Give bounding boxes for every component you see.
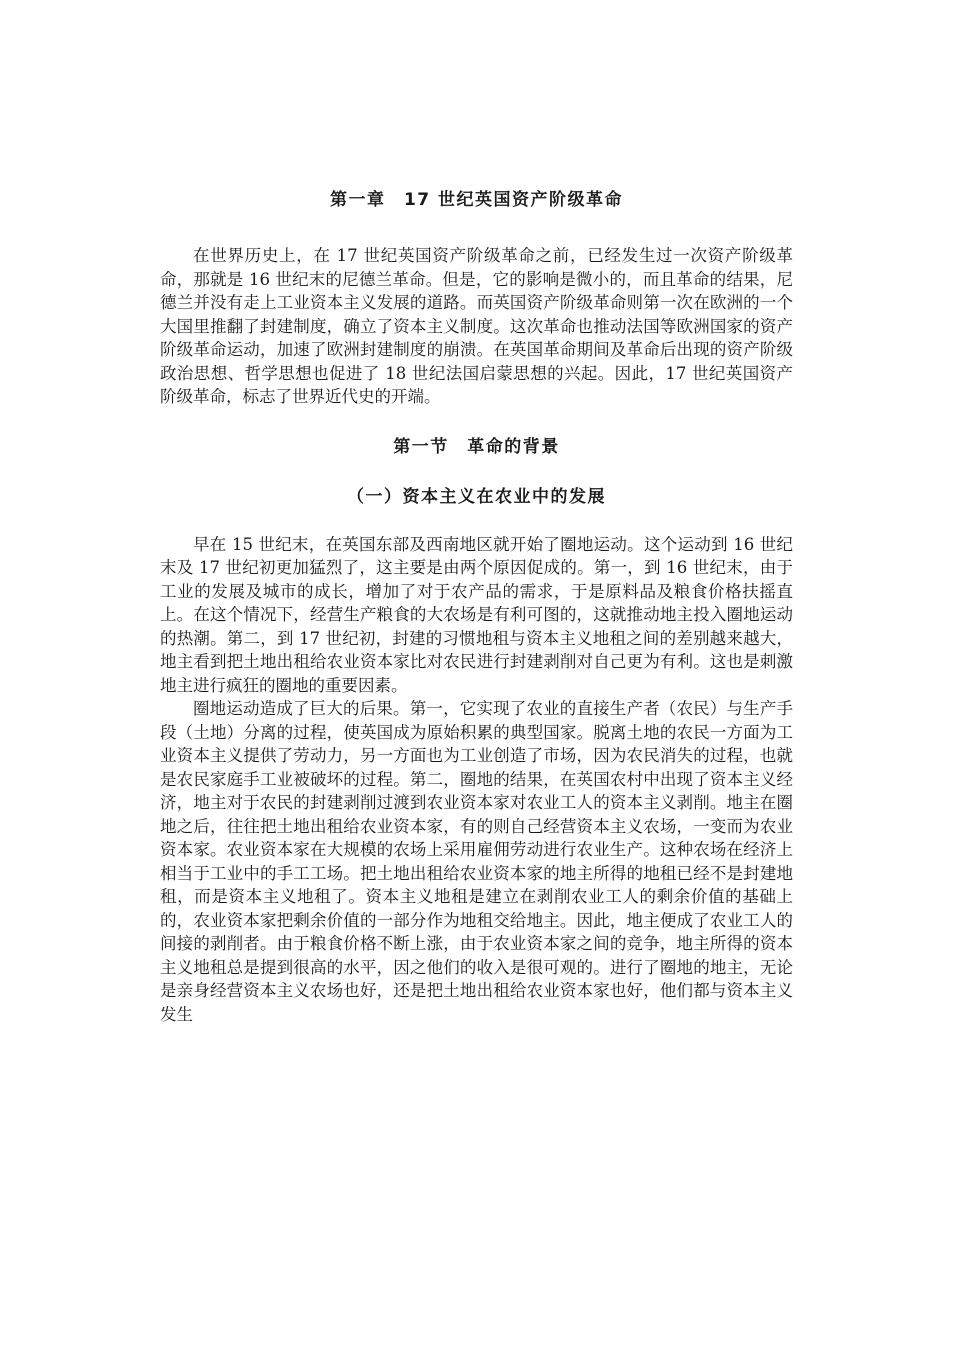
document-page [160, 184, 793, 1026]
intro-paragraph: 在世界历史上，在 17 世纪英国资产阶级革命之前，已经发生过一次资产阶级革命，那就是 16 世纪末的尼德兰革命。但是，它的影响是微小的，而且革命的结果，尼德兰并没有走上工业资本主义发展的道路。而英国资产阶级革命则第一次在欧洲的一个大国里推翻了封建制度，确立了资本主义制度。这次革命也推动法国等欧洲国家的资产阶级革命运动，加速了欧洲封建制度的崩溃。在英国革命期间及革命后出现的资产阶级政治思想、哲学思想也促进了 18 世纪法国启蒙思想的兴起。因此，17 世纪英国资产阶级革命，标志了世界近代史的开端。 [160, 246, 793, 406]
subsection-title: （一）资本主义在农业中的发展 [347, 486, 606, 507]
chapter-title: 第一章 17 世纪英国资产阶级革命 [329, 190, 624, 210]
body-paragraph: 早在 15 世纪末，在英国东部及西南地区就开始了圈地运动。这个运动到 16 世纪末及 17 世纪初更加猛烈了，这主要是由两个原因促成的。第一，到 16 世纪末，由于工业的发展及城市的成长，增加了对于农产品的需求，于是原料品及粮食价格扶摇直上。在这个情况下，经营生产粮食的大农场是有利可图的，这就推动地主投入圈地运动的热潮。第二，到 17 世纪初，封建的习惯地租与资本主义地租之间的差别越来越大，地主看到把土地出租给农业资本家比对农民进行封建剥削对自己更为有利。这也是刺激地主进行疯狂的圈地的重要因素。 [160, 534, 793, 695]
section-title: 第一节 革命的背景 [393, 436, 560, 457]
body-paragraph: 圈地运动造成了巨大的后果。第一，它实现了农业的直接生产者（农民）与生产手段（土地）分离的过程，使英国成为原始积累的典型国家。脱离土地的农民一方面为工业资本主义提供了劳动力，另一方面也为工业创造了市场，因为农民消失的过程，也就是农民家庭手工业被破坏的过程。第二，圈地的结果，在英国农村中出现了资本主义经济，地主对于农民的封建剥削过渡到农业资本家对农业工人的资本主义剥削。地主在圈地之后，往往把土地出租给农业资本家，有的则自己经营资本主义农场，一变而为农业资本家。农业资本家在大规模的农场上采用雇佣劳动进行农业生产。这种农场在经济上相当于工业中的手工工场。把土地出租给农业资本家的地主所得的地租已经不是封建地租，而是资本主义地租了。资本主义地租是建立在剥削农业工人的剩余价值的基础上的，农业资本家把剩余价值的一部分作为地租交给地主。因此，地主便成了农业工人的间接的剥削者。由于粮食价格不断上涨，由于农业资本家之间的竞争，地主所得的资本主义地租总是提到很高的水平，因之他们的收入是很可观的。进行了圈地的地主，无论是亲身经营资本主义农场也好，还是把土地出租给农业资本家也好，他们都与资本主义发生 [160, 699, 793, 1024]
